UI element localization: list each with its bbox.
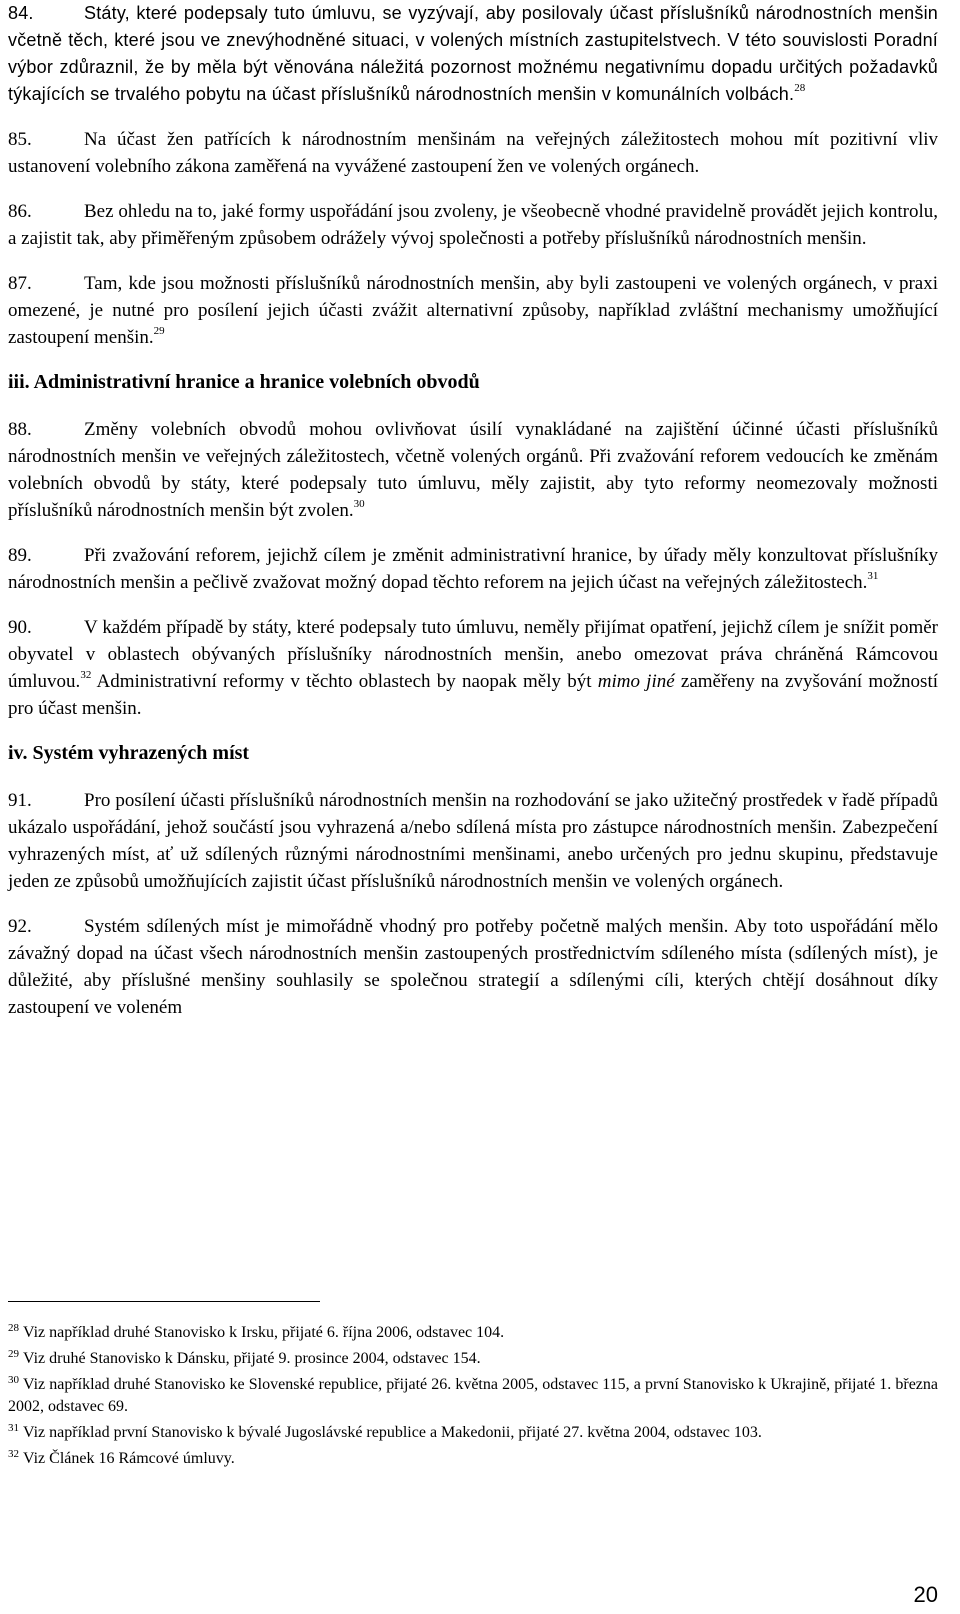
paragraph-91 (8, 787, 938, 895)
paragraph-88 (8, 416, 938, 524)
paragraph-number: 87. (8, 273, 32, 294)
paragraph-number: 90. (8, 617, 32, 638)
footnote-32 (8, 1448, 938, 1470)
footnote-31 (8, 1422, 938, 1444)
paragraph-number: 91. (8, 790, 32, 811)
paragraph-text: V každém případě by státy, které podepsaly tuto úmluvu, neměly přijímat opatření, jejichž cílem je snížit poměr obyvatel v oblastech obývaných příslušníky národnostních menšin, anebo omezovat práva chráněná Rámcovou úmluvou. (8, 617, 938, 692)
section-heading-iv: iv. Systém vyhrazených míst (8, 742, 250, 764)
footnote-ref-28[interactable]: 28 (794, 82, 806, 94)
footnote-28 (8, 1322, 938, 1344)
footnote-number: 28 (8, 1322, 19, 1334)
paragraph-text: Při zvažování reforem, jejichž cílem je změnit administrativní hranice, by úřady měly konzultovat příslušníky národnostních menšin a pečlivě zvažovat možný dopad těchto reforem na jejich účast na veřejných záležitostech. (8, 545, 938, 593)
paragraph-text: Systém sdílených míst je mimořádně vhodný pro potřeby početně malých menšin. Aby toto uspořádání mělo závažný dopad na účast všech národnostních menšin zastoupených prostřednictvím sdíleného místa (sdílených míst), je důležité, aby příslušné menšiny souhlasily se společnou strategií a sdílenými cíli, kterých chtějí dosáhnout díky zastoupení ve voleném (8, 916, 938, 1018)
footnote-number: 32 (8, 1448, 19, 1460)
paragraph-text-end: zaměřeny na zvyšování možností pro účast menšin. (8, 671, 938, 719)
footnote-ref-31[interactable]: 31 (867, 570, 879, 582)
footnote-separator (8, 1301, 320, 1302)
footnote-text: Viz například první Stanovisko k bývalé Jugoslávské republice a Makedonii, přijaté 27. května 2004, odstavec 103. (23, 1424, 762, 1441)
paragraph-number: 86. (8, 201, 32, 222)
paragraph-text: Státy, které podepsaly tuto úmluvu, se vyzývají, aby posilovaly účast příslušníků národnostních menšin včetně těch, které jsou ve znevýhodněné situaci, v volených místních zastupitelstvech. (8, 3, 938, 50)
footnote-number: 30 (8, 1374, 19, 1386)
footnote-number: 29 (8, 1348, 19, 1360)
paragraph-90 (8, 614, 938, 722)
paragraph-text: Bez ohledu na to, jaké formy uspořádání jsou zvoleny, je všeobecně vhodné pravidelně provádět jejich kontrolu, a zajistit tak, aby přiměřeným způsobem odrážely vývoj společnosti a potřeby příslušníků národnostních menšin. (8, 201, 938, 249)
paragraph-text: Změny volebních obvodů mohou ovlivňovat úsilí vynakládané na zajištění účinné účasti příslušníků národnostních menšin ve veřejných záležitostech, včetně volených orgánů. Při zvažování reforem vedoucích ke změnám volebních obvodů by státy, které podepsaly tuto úmluvu, měly zajistit, aby tyto reformy neomezovaly možnosti příslušníků národnostních menšin být zvolen. (8, 419, 938, 521)
paragraph-89 (8, 542, 938, 596)
body-text (8, 0, 938, 1039)
paragraph-number: 92. (8, 916, 32, 937)
footnote-number: 31 (8, 1422, 19, 1434)
section-heading-iii: iii. Administrativní hranice a hranice volebních obvodů (8, 371, 480, 393)
paragraph-text: Na účast žen patřících k národnostním menšinám na veřejných záležitostech mohou mít pozitivní vliv ustanovení volebního zákona zaměřená na vyvážené zastoupení žen ve volených orgánech. (8, 129, 938, 177)
paragraph-text-continued: Administrativní reformy v těchto oblastech by naopak měly být (91, 671, 598, 692)
paragraph-number: 88. (8, 419, 32, 440)
paragraph-92 (8, 913, 938, 1021)
footnote-text: Viz například druhé Stanovisko ke Slovenské republice, přijaté 26. května 2005, odstavec 115, a první Stanovisko k Ukrajině, přijaté 1. března 2002, odstavec 69. (8, 1376, 938, 1415)
footnotes (8, 1322, 938, 1474)
paragraph-number: 84. (8, 3, 34, 23)
footnote-ref-30[interactable]: 30 (353, 498, 365, 510)
paragraph-text: Tam, kde jsou možnosti příslušníků národnostních menšin, aby byli zastoupeni ve volených orgánech, v praxi omezené, je nutné pro posílení jejich účasti zvážit alternativní způsoby, například zvláštní mechanismy umožňující zastoupení menšin. (8, 273, 938, 348)
footnote-text: Viz Článek 16 Rámcové úmluvy. (23, 1450, 235, 1467)
paragraph-86 (8, 198, 938, 252)
page-number: 20 (913, 1582, 938, 1607)
paragraph-number: 89. (8, 545, 32, 566)
footnote-text: Viz druhé Stanovisko k Dánsku, přijaté 9. prosince 2004, odstavec 154. (23, 1350, 481, 1367)
paragraph-87 (8, 270, 938, 351)
paragraph-text-continued: V této souvislosti Poradní výbor zdůraznil, že by měla být věnována náležitá pozornost možnému negativnímu dopadu určitých požadavků týkajících se trvalého pobytu na účast příslušníků národnostních menšin v komunálních volbách. (8, 30, 939, 104)
footnote-text: Viz například druhé Stanovisko k Irsku, přijaté 6. října 2006, odstavec 104. (23, 1324, 505, 1341)
paragraph-text: Pro posílení účasti příslušníků národnostních menšin na rozhodování se jako užitečný prostředek v řadě případů ukázalo uspořádání, jehož součástí jsou vyhrazená a/nebo sdílená místa pro zástupce národnostních menšin. Zabezpečení vyhrazených míst, ať už sdílených různými národnostními menšinami, anebo určených pro jednu skupinu, představuje jeden ze způsobů umožňujících zajistit účast příslušníků národnostních menšin ve volených orgánech. (8, 790, 938, 892)
footnote-30 (8, 1374, 938, 1418)
footnote-29 (8, 1348, 938, 1370)
paragraph-85 (8, 126, 938, 180)
paragraph-number: 85. (8, 129, 32, 150)
paragraph-84 (8, 0, 938, 108)
footnote-ref-29[interactable]: 29 (153, 325, 165, 337)
italic-text: mimo jiné (597, 671, 675, 692)
footnote-ref-32[interactable]: 32 (80, 669, 92, 681)
